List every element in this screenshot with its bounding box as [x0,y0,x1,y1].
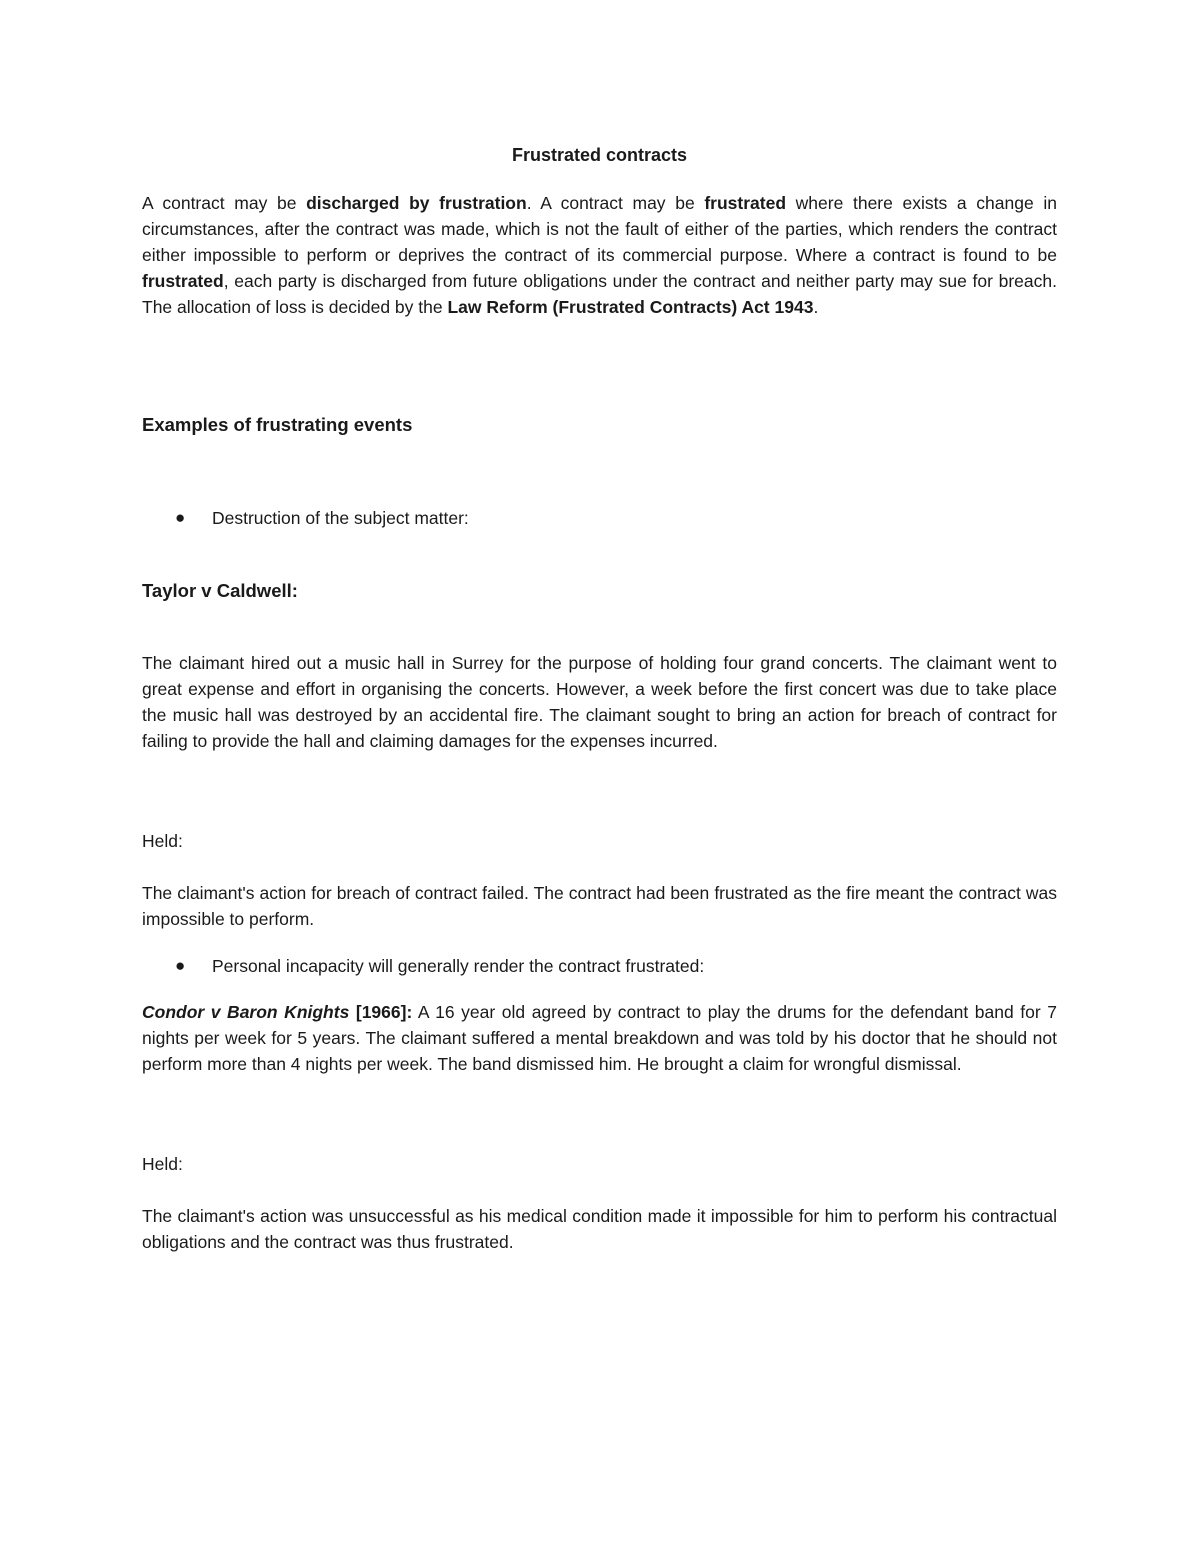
intro-bold-discharged: discharged by frustration [306,193,527,213]
intro-text-2: . A contract may be [526,193,705,213]
held-text-taylor: The claimant's action for breach of contract failed. The contract had been frustrated as the fire meant the contract was impossible to perform. [142,883,1057,929]
case-heading-taylor: Taylor v Caldwell: [142,580,298,601]
intro-bold-act: Law Reform (Frustrated Contracts) Act 1943 [447,297,814,317]
bullet-icon: ● [175,508,186,527]
case-paragraph-condor [142,999,1057,1077]
held-label-condor: Held: [142,1154,183,1174]
intro-text-1: A contract may be [142,193,307,213]
intro-paragraph [142,190,1057,320]
intro-text-4: , each party is discharged from future obligations under the contract and neither party may sue for breach. The allocation of loss is decided by the [142,271,1057,317]
case-facts-condor: A 16 year old agreed by contract to play the drums for the defendant band for 7 nights per week for 5 years. The claimant suffered a mental breakdown and was told by his doctor that he should not perform more than 4 nights per week. The band dismissed him. He brought a claim for wrongful dismissal. [142,1002,1057,1074]
bullet-icon: ● [175,956,186,975]
case-facts-taylor: The claimant hired out a music hall in Surrey for the purpose of holding four grand concerts. The claimant went to great expense and effort in organising the concerts. However, a week before the first concert was due to take place the music hall was destroyed by an accidental fire. The claimant sought to bring an action for breach of contract for failing to provide the hall and claiming damages for the expenses incurred. [142,653,1057,751]
intro-text-5: . [813,297,819,317]
intro-bold-frustrated-1: frustrated [704,193,787,213]
case-year-condor: [1966]: [349,1002,413,1022]
intro-bold-frustrated-2: frustrated [142,271,224,291]
examples-heading: Examples of frustrating events [142,414,413,435]
held-label-taylor: Held: [142,831,183,851]
held-text-condor: The claimant's action was unsuccessful as his medical condition made it impossible for him to perform his contractual obligations and the contract was thus frustrated. [142,1206,1057,1252]
case-name-condor: Condor v Baron Knights [142,1002,350,1022]
bullet-text: Personal incapacity will generally render the contract frustrated: [212,956,705,976]
intro-text-3: where there exists a change in circumstances, after the contract was made, which is not the fault of either of the parties, which renders the contract either impossible to perform or deprives the contract of its commercial purpose. Where a contract is found to be [142,193,1057,265]
bullet-text: Destruction of the subject matter: [212,508,469,528]
document-title: Frustrated contracts [511,145,688,165]
